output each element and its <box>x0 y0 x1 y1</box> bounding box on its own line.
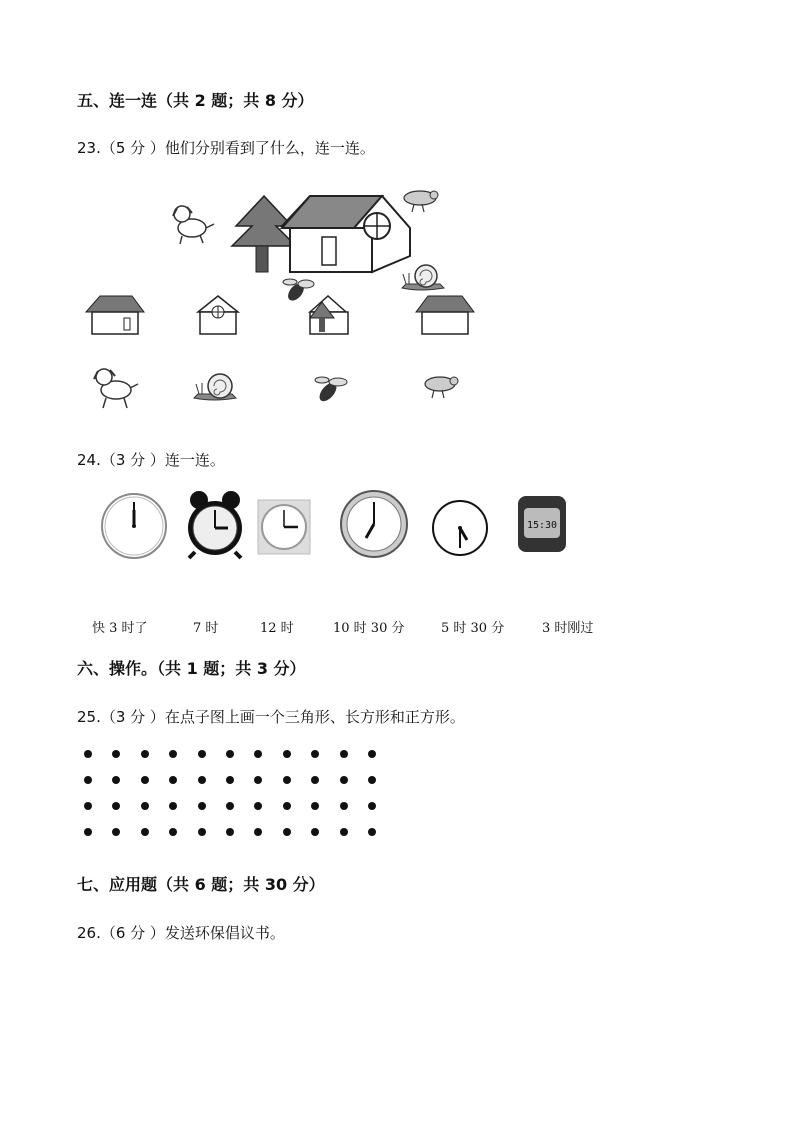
grid-dot[interactable] <box>283 802 291 810</box>
clock-label-6: 3 时刚过 <box>542 621 594 636</box>
door-house-icon <box>86 296 144 334</box>
grid-dot[interactable] <box>169 776 177 784</box>
clock-label-3: 12 时 <box>260 621 294 636</box>
grid-dot[interactable] <box>198 776 206 784</box>
grid-dot[interactable] <box>141 776 149 784</box>
grid-dot[interactable] <box>254 802 262 810</box>
bird-icon <box>425 377 458 398</box>
tree-house-icon <box>310 296 348 334</box>
svg-text:15:30: 15:30 <box>526 520 558 531</box>
grid-dot[interactable] <box>141 828 149 836</box>
grid-dot[interactable] <box>368 776 376 784</box>
grid-dot[interactable] <box>198 828 206 836</box>
snail-icon <box>194 374 236 400</box>
grid-dot[interactable] <box>198 750 206 758</box>
big-house-icon <box>282 196 410 272</box>
dog-icon <box>173 206 214 244</box>
window-house-icon <box>198 296 238 334</box>
plain-house-icon <box>416 296 474 334</box>
house-options-row <box>86 294 486 338</box>
clock-12-icon <box>102 494 166 558</box>
grid-dot[interactable] <box>368 802 376 810</box>
grid-dot[interactable] <box>311 828 319 836</box>
tree-icon <box>232 196 296 272</box>
grid-dot[interactable] <box>254 776 262 784</box>
grid-dot[interactable] <box>340 776 348 784</box>
grid-dot[interactable] <box>84 750 92 758</box>
grid-dot[interactable] <box>311 776 319 784</box>
grid-dot[interactable] <box>112 802 120 810</box>
grid-dot[interactable] <box>84 802 92 810</box>
grid-dot[interactable] <box>340 750 348 758</box>
grid-dot[interactable] <box>198 802 206 810</box>
alarm-clock-3-icon <box>188 491 242 558</box>
square-clock-3-icon <box>258 500 310 554</box>
clock-options-row <box>100 490 580 556</box>
clock-5-30-icon <box>433 501 487 555</box>
grid-dot[interactable] <box>283 776 291 784</box>
grid-dot[interactable] <box>226 776 234 784</box>
section-6-title: 六、操作。（共 1 题；共 3 分） <box>77 659 306 678</box>
grid-dot[interactable] <box>340 802 348 810</box>
grid-dot[interactable] <box>169 802 177 810</box>
dog-icon <box>94 369 138 408</box>
grid-dot[interactable] <box>226 828 234 836</box>
grid-dot[interactable] <box>226 802 234 810</box>
grid-dot[interactable] <box>112 828 120 836</box>
wall-clock-7-icon <box>341 491 407 557</box>
clock-label-4: 10 时 30 分 <box>333 621 405 636</box>
grid-dot[interactable] <box>112 776 120 784</box>
grid-dot[interactable] <box>141 750 149 758</box>
section-5-title: 五、连一连（共 2 题；共 8 分） <box>77 91 314 110</box>
grid-dot[interactable] <box>283 828 291 836</box>
bee-icon <box>315 377 347 404</box>
grid-dot[interactable] <box>226 750 234 758</box>
grid-dot[interactable] <box>84 828 92 836</box>
grid-dot[interactable] <box>368 828 376 836</box>
grid-dot[interactable] <box>340 828 348 836</box>
clock-label-1: 快 3 时了 <box>92 621 148 636</box>
scene-illustration <box>160 180 480 310</box>
grid-dot[interactable] <box>254 750 262 758</box>
question-23: 23.（5 分 ）他们分别看到了什么，连一连。 <box>77 139 375 157</box>
question-24: 24.（3 分 ）连一连。 <box>77 451 225 469</box>
clock-label-2: 7 时 <box>193 621 219 636</box>
grid-dot[interactable] <box>141 802 149 810</box>
section-7-title: 七、应用题（共 6 题；共 30 分） <box>77 875 325 894</box>
bird-icon <box>404 191 438 212</box>
grid-dot[interactable] <box>283 750 291 758</box>
question-25: 25.（3 分 ）在点子图上画一个三角形、长方形和正方形。 <box>77 708 465 726</box>
grid-dot[interactable] <box>311 802 319 810</box>
animal-options-row <box>92 366 472 412</box>
grid-dot[interactable] <box>112 750 120 758</box>
digital-watch-icon <box>518 496 566 552</box>
question-26: 26.（6 分 ）发送环保倡议书。 <box>77 924 285 942</box>
grid-dot[interactable] <box>169 828 177 836</box>
grid-dot[interactable] <box>254 828 262 836</box>
clock-label-5: 5 时 30 分 <box>441 621 505 636</box>
grid-dot[interactable] <box>311 750 319 758</box>
dot-grid[interactable] <box>84 750 384 840</box>
grid-dot[interactable] <box>368 750 376 758</box>
grid-dot[interactable] <box>84 776 92 784</box>
snail-icon <box>402 265 444 290</box>
grid-dot[interactable] <box>169 750 177 758</box>
